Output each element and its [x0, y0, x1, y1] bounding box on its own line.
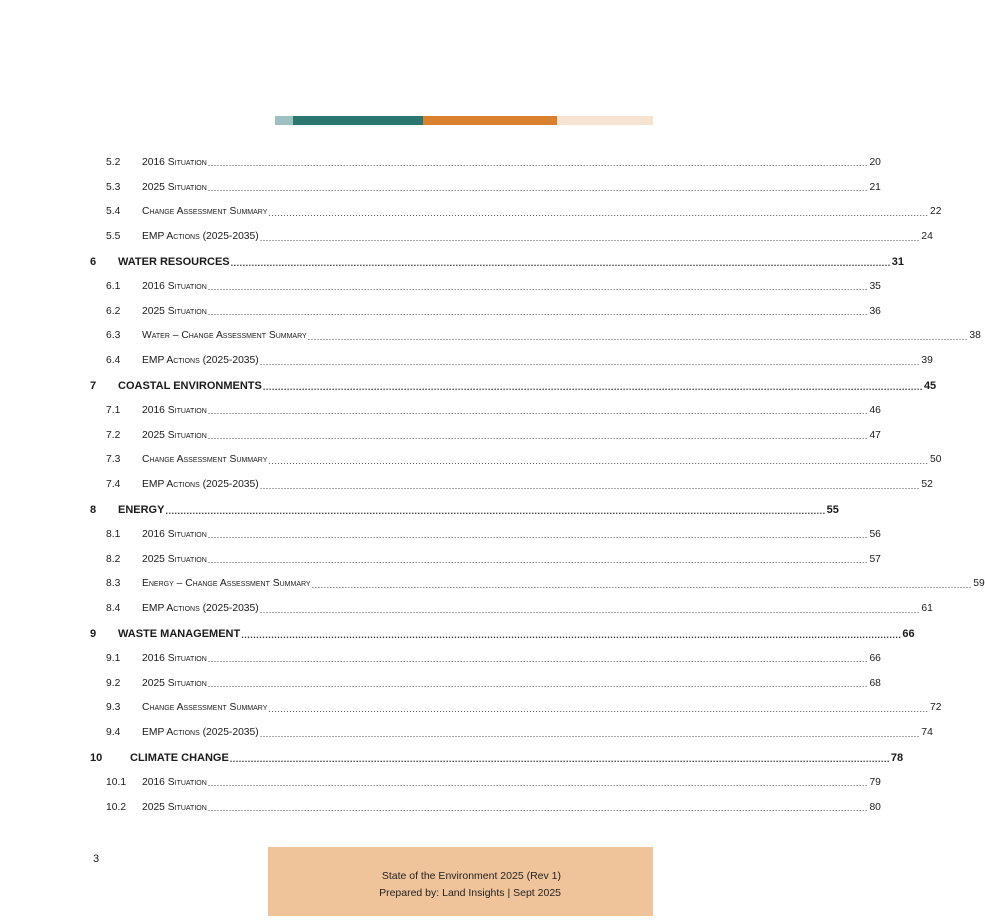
accent-segment-cream: [557, 116, 653, 125]
toc-leader-dots: ............................................................................................................................................................................................................................: [259, 480, 920, 491]
accent-segment-teal: [293, 116, 423, 125]
toc-entry-page: 47: [869, 429, 881, 441]
toc-leader-dots: ............................................................................................................................................................................................................................: [307, 331, 968, 342]
toc-subsection-entry[interactable]: [90, 448, 942, 473]
toc-entry-title: 2016 Situation: [142, 528, 207, 540]
toc-entry-page: 52: [921, 479, 933, 491]
toc-subsection-entry[interactable]: [90, 596, 933, 621]
toc-entry-number: 6.4: [106, 355, 121, 367]
toc-leader-dots: ............................................................................................................................................................................................................................: [262, 381, 923, 392]
toc-entry-title: 2016 Situation: [142, 404, 207, 416]
toc-leader-dots: ............................................................................................................................................................................................................................: [165, 505, 826, 516]
toc-leader-dots: ............................................................................................................................................................................................................................: [268, 207, 929, 218]
toc-entry-number: 5.2: [106, 156, 121, 168]
toc-entry-title: EMP Actions (2025-2035): [142, 727, 259, 739]
accent-segment-orange: [423, 116, 557, 125]
toc-entry-number: 6.3: [106, 330, 121, 342]
table-of-contents: [90, 150, 985, 820]
toc-subsection-entry[interactable]: [90, 299, 881, 324]
toc-entry-page: 20: [869, 156, 881, 168]
toc-entry-title: 2025 Situation: [142, 677, 207, 689]
toc-subsection-entry[interactable]: [90, 423, 881, 448]
toc-leader-dots: ............................................................................................................................................................................................................................: [207, 555, 868, 566]
toc-leader-dots: ............................................................................................................................................................................................................................: [259, 232, 920, 243]
toc-leader-dots: ............................................................................................................................................................................................................................: [311, 579, 972, 590]
toc-section-entry[interactable]: [90, 373, 937, 398]
toc-leader-dots: ............................................................................................................................................................................................................................: [230, 257, 891, 268]
toc-leader-dots: ............................................................................................................................................................................................................................: [259, 604, 920, 615]
toc-entry-title: CLIMATE CHANGE: [130, 751, 229, 764]
toc-entry-page: 72: [930, 702, 942, 714]
toc-section-entry[interactable]: [90, 745, 904, 770]
toc-entry-page: 35: [869, 280, 881, 292]
toc-section-entry[interactable]: [90, 249, 904, 274]
toc-entry-title: EMP Actions (2025-2035): [142, 355, 259, 367]
toc-subsection-entry[interactable]: [90, 572, 985, 597]
toc-subsection-entry[interactable]: [90, 720, 933, 745]
toc-entry-number: 7.3: [106, 454, 121, 466]
toc-entry-number: 5.3: [106, 181, 121, 193]
toc-entry-title: WASTE MANAGEMENT: [118, 627, 241, 640]
toc-entry-title: Change Assessment Summary: [142, 206, 268, 218]
toc-subsection-entry[interactable]: [90, 150, 881, 175]
toc-entry-title: 2025 Situation: [142, 553, 207, 565]
toc-entry-title: 2016 Situation: [142, 156, 207, 168]
toc-entry-number: 10.1: [106, 776, 127, 788]
toc-entry-number: 6.1: [106, 280, 121, 292]
toc-entry-number: 9: [90, 627, 97, 640]
toc-entry-page: 36: [869, 305, 881, 317]
toc-entry-page: 21: [869, 181, 881, 193]
toc-entry-title: 2025 Situation: [142, 181, 207, 193]
toc-entry-page: 78: [890, 751, 904, 764]
accent-segment-light-teal: [275, 116, 293, 125]
footer-prepared-by: Prepared by: Land Insights | Sept 2025: [379, 887, 561, 899]
toc-subsection-entry[interactable]: [90, 324, 981, 349]
toc-entry-number: 9.3: [106, 702, 121, 714]
toc-entry-number: 9.4: [106, 727, 121, 739]
toc-entry-number: 5.4: [106, 206, 121, 218]
toc-leader-dots: ............................................................................................................................................................................................................................: [268, 455, 929, 466]
toc-entry-page: 38: [969, 330, 981, 342]
toc-entry-page: 46: [869, 404, 881, 416]
toc-leader-dots: ............................................................................................................................................................................................................................: [207, 803, 868, 814]
toc-entry-page: 59: [973, 578, 985, 590]
toc-entry-number: 8.3: [106, 578, 121, 590]
toc-entry-title: EMP Actions (2025-2035): [142, 603, 259, 615]
toc-entry-title: COASTAL ENVIRONMENTS: [118, 379, 262, 392]
header-accent-bar: [275, 116, 653, 125]
toc-entry-number: 7.2: [106, 429, 121, 441]
toc-entry-page: 39: [921, 355, 933, 367]
toc-subsection-entry[interactable]: [90, 696, 942, 721]
toc-entry-page: 66: [869, 652, 881, 664]
toc-entry-title: Water – Change Assessment Summary: [142, 330, 307, 342]
toc-subsection-entry[interactable]: [90, 522, 881, 547]
toc-entry-title: 2016 Situation: [142, 280, 207, 292]
toc-subsection-entry[interactable]: [90, 348, 933, 373]
toc-entry-number: 10.2: [106, 801, 127, 813]
toc-entry-title: Energy – Change Assessment Summary: [142, 578, 311, 590]
toc-entry-page: 79: [869, 776, 881, 788]
toc-section-entry[interactable]: [90, 621, 915, 646]
toc-leader-dots: ............................................................................................................................................................................................................................: [207, 158, 868, 169]
footer-box: [268, 847, 653, 916]
toc-entry-number: 10: [90, 751, 103, 764]
toc-leader-dots: ............................................................................................................................................................................................................................: [207, 406, 868, 417]
toc-subsection-entry[interactable]: [90, 175, 881, 200]
toc-subsection-entry[interactable]: [90, 224, 933, 249]
toc-entry-number: 9.2: [106, 677, 121, 689]
toc-entry-page: 74: [921, 727, 933, 739]
toc-entry-number: 8.4: [106, 603, 121, 615]
toc-leader-dots: ............................................................................................................................................................................................................................: [207, 183, 868, 194]
toc-entry-page: 55: [826, 503, 839, 516]
toc-subsection-entry[interactable]: [90, 200, 942, 225]
toc-entry-page: 57: [869, 553, 881, 565]
toc-entry-title: EMP Actions (2025-2035): [142, 231, 259, 243]
toc-entry-page: 50: [930, 454, 942, 466]
toc-leader-dots: ............................................................................................................................................................................................................................: [207, 679, 868, 690]
toc-entry-page: 22: [930, 206, 942, 218]
toc-leader-dots: ............................................................................................................................................................................................................................: [259, 356, 920, 367]
toc-entry-page: 31: [891, 255, 904, 268]
toc-entry-number: 8.2: [106, 553, 121, 565]
toc-entry-title: Change Assessment Summary: [142, 702, 268, 714]
toc-leader-dots: ............................................................................................................................................................................................................................: [259, 728, 920, 739]
toc-entry-number: 7.1: [106, 404, 121, 416]
toc-entry-title: 2025 Situation: [142, 305, 207, 317]
toc-entry-number: 7.4: [106, 479, 121, 491]
toc-entry-page: 80: [869, 801, 881, 813]
toc-leader-dots: ............................................................................................................................................................................................................................: [268, 703, 929, 714]
toc-subsection-entry[interactable]: [90, 472, 933, 497]
toc-leader-dots: ............................................................................................................................................................................................................................: [207, 530, 868, 541]
toc-entry-page: 45: [923, 379, 937, 392]
toc-entry-number: 8.1: [106, 528, 121, 540]
toc-leader-dots: ............................................................................................................................................................................................................................: [229, 753, 890, 764]
toc-entry-page: 66: [902, 627, 915, 640]
toc-entry-number: 8: [90, 503, 97, 516]
toc-entry-page: 24: [921, 231, 933, 243]
toc-entry-title: 2025 Situation: [142, 801, 207, 813]
page-number: 3: [93, 853, 100, 865]
toc-subsection-entry[interactable]: [90, 398, 881, 423]
toc-entry-title: 2025 Situation: [142, 429, 207, 441]
toc-entry-page: 61: [921, 603, 933, 615]
toc-section-entry[interactable]: [90, 497, 839, 522]
toc-entry-number: 6.2: [106, 305, 121, 317]
toc-entry-number: 7: [90, 379, 97, 392]
toc-subsection-entry[interactable]: [90, 770, 881, 795]
toc-subsection-entry[interactable]: [90, 646, 881, 671]
toc-leader-dots: ............................................................................................................................................................................................................................: [207, 654, 868, 665]
toc-entry-title: ENERGY: [118, 503, 165, 516]
toc-subsection-entry[interactable]: [90, 795, 881, 820]
toc-leader-dots: ............................................................................................................................................................................................................................: [207, 307, 868, 318]
toc-entry-title: WATER RESOURCES: [118, 255, 230, 268]
footer-document-title: State of the Environment 2025 (Rev 1): [381, 870, 561, 882]
toc-entry-number: 6: [90, 255, 97, 268]
toc-leader-dots: ............................................................................................................................................................................................................................: [207, 431, 868, 442]
toc-entry-number: 5.5: [106, 231, 121, 243]
toc-entry-title: Change Assessment Summary: [142, 454, 268, 466]
toc-leader-dots: ............................................................................................................................................................................................................................: [207, 282, 868, 293]
toc-entry-number: 9.1: [106, 652, 121, 664]
toc-entry-page: 56: [869, 528, 881, 540]
toc-entry-title: 2016 Situation: [142, 652, 207, 664]
toc-leader-dots: ............................................................................................................................................................................................................................: [241, 629, 902, 640]
toc-entry-title: 2016 Situation: [142, 776, 207, 788]
toc-entry-page: 68: [869, 677, 881, 689]
toc-leader-dots: ............................................................................................................................................................................................................................: [207, 778, 868, 789]
toc-subsection-entry[interactable]: [90, 547, 881, 572]
toc-subsection-entry[interactable]: [90, 671, 881, 696]
toc-subsection-entry[interactable]: [90, 274, 881, 299]
toc-entry-title: EMP Actions (2025-2035): [142, 479, 259, 491]
